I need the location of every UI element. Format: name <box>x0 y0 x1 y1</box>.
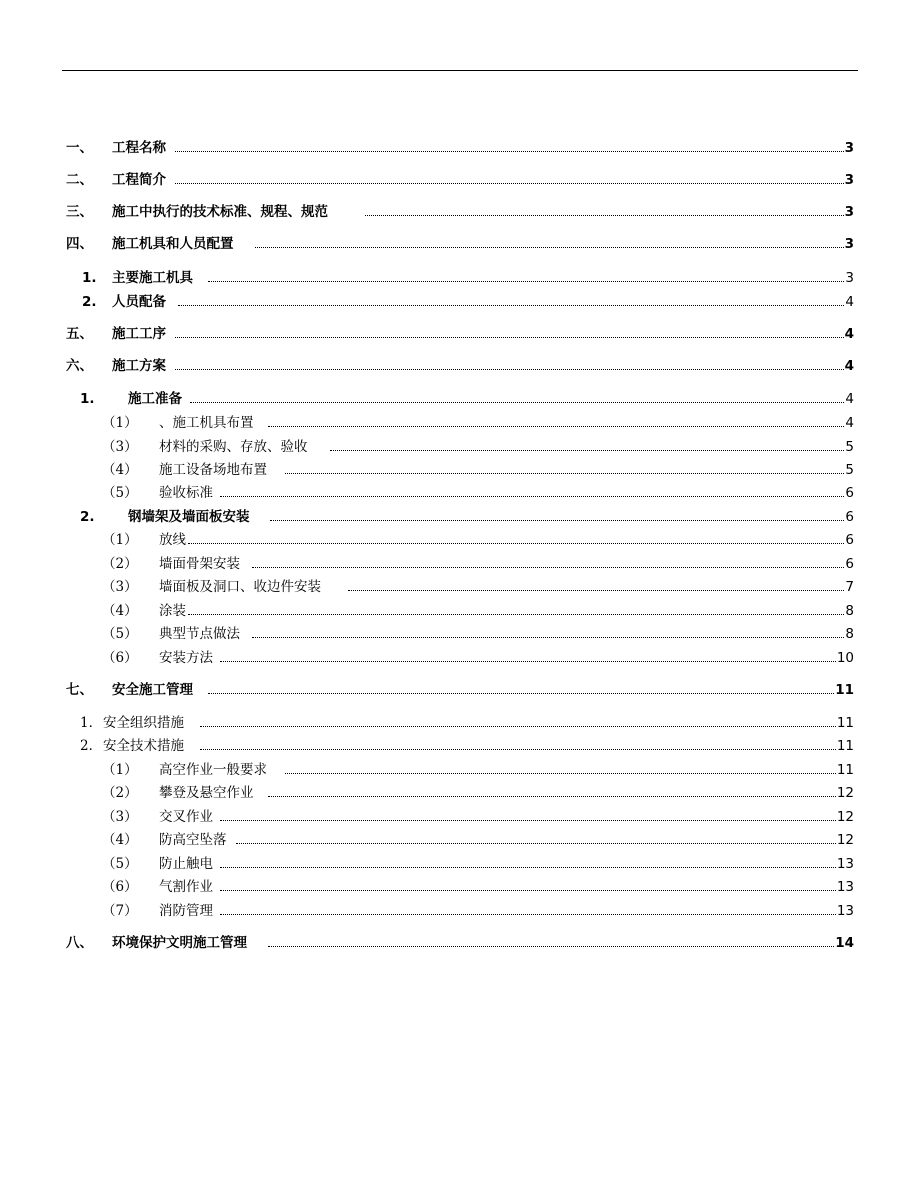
toc-title: 钢墙架及墙面板安装 <box>128 509 250 525</box>
toc-number: 2. <box>82 294 97 310</box>
toc-page-number: 12 <box>836 785 854 801</box>
leader-dots <box>208 693 852 694</box>
toc-page-number: 4 <box>844 326 854 342</box>
toc-title: 工程名称 <box>112 140 166 156</box>
leader-dots <box>175 337 852 338</box>
toc-title: 施工机具和人员配置 <box>112 236 234 252</box>
leader-dots <box>252 637 852 638</box>
toc-entry[interactable] <box>0 324 920 344</box>
toc-page-number: 3 <box>845 270 854 286</box>
toc-title: 施工方案 <box>112 358 166 374</box>
toc-page-number: 4 <box>844 358 854 374</box>
leader-dots <box>220 890 852 891</box>
toc-page-number: 6 <box>845 485 854 501</box>
toc-title: 防高空坠落 <box>159 832 227 848</box>
toc-title: 施工中执行的技术标准、规程、规范 <box>112 204 328 220</box>
toc-entry[interactable] <box>0 234 920 254</box>
toc-title: 安全组织措施 <box>103 715 184 731</box>
toc-page-number: 12 <box>836 832 854 848</box>
toc-number: 二、 <box>66 172 93 188</box>
toc-title: 工程简介 <box>112 172 166 188</box>
toc-title: 防止触电 <box>159 856 213 872</box>
leader-dots <box>268 796 852 797</box>
toc-number: （5） <box>102 626 138 642</box>
toc-title: 验收标准 <box>159 485 213 501</box>
toc-page-number: 11 <box>836 738 854 754</box>
toc-entry[interactable] <box>0 680 920 700</box>
header-rule <box>62 70 858 71</box>
toc-number: 八、 <box>66 935 93 951</box>
toc-title: 安全施工管理 <box>112 682 193 698</box>
toc-title: 墙面板及洞口、收边件安装 <box>159 579 321 595</box>
toc-entry[interactable] <box>0 877 920 897</box>
leader-dots <box>255 247 852 248</box>
toc-title: 环境保护文明施工管理 <box>112 935 247 951</box>
toc-title: 交叉作业 <box>159 809 213 825</box>
leader-dots <box>220 661 852 662</box>
toc-entry[interactable] <box>0 170 920 190</box>
toc-title: 气割作业 <box>159 879 213 895</box>
toc-page-number: 6 <box>845 556 854 572</box>
toc-page-number: 5 <box>845 462 854 478</box>
toc-entry[interactable] <box>0 483 920 503</box>
toc-entry[interactable] <box>0 554 920 574</box>
toc-title: 高空作业一般要求 <box>159 762 267 778</box>
toc-entry[interactable] <box>0 830 920 850</box>
toc-title: 消防管理 <box>159 903 213 919</box>
toc-title: 施工准备 <box>128 391 182 407</box>
toc-number: 四、 <box>66 236 93 252</box>
toc-entry[interactable] <box>0 854 920 874</box>
toc-entry[interactable] <box>0 648 920 668</box>
toc-page-number: 5 <box>845 439 854 455</box>
toc-page-number: 14 <box>835 935 854 951</box>
leader-dots <box>220 867 852 868</box>
toc-title: 攀登及悬空作业 <box>159 785 254 801</box>
toc-entry[interactable] <box>0 736 920 756</box>
leader-dots <box>188 543 852 544</box>
toc-number: （5） <box>102 856 138 872</box>
toc-number: （1） <box>102 532 138 548</box>
toc-number: （1） <box>102 762 138 778</box>
toc-number: （1） <box>102 415 138 431</box>
toc-entry[interactable] <box>0 577 920 597</box>
toc-number: （7） <box>102 903 138 919</box>
toc-page-number: 6 <box>845 532 854 548</box>
toc-page-number: 7 <box>845 579 854 595</box>
toc-entry[interactable] <box>0 601 920 621</box>
toc-number: 五、 <box>66 326 93 342</box>
toc-number: （4） <box>102 462 138 478</box>
toc-entry[interactable] <box>0 437 920 457</box>
leader-dots <box>175 369 852 370</box>
leader-dots <box>268 946 852 947</box>
leader-dots <box>236 843 852 844</box>
toc-entry[interactable] <box>0 783 920 803</box>
toc-number: （4） <box>102 832 138 848</box>
toc-page-number: 3 <box>844 204 854 220</box>
toc-number: 2． <box>80 738 103 754</box>
toc-number: 七、 <box>66 682 93 698</box>
toc-number: （6） <box>102 879 138 895</box>
leader-dots <box>190 402 852 403</box>
toc-entry[interactable] <box>0 268 920 288</box>
toc-title: 主要施工机具 <box>112 270 193 286</box>
toc-number: 1. <box>80 391 95 407</box>
toc-page-number: 8 <box>845 603 854 619</box>
toc-title: 、施工机具布置 <box>159 415 254 431</box>
toc-title: 安装方法 <box>159 650 213 666</box>
toc-page-number: 13 <box>836 856 854 872</box>
toc-number: （2） <box>102 556 138 572</box>
toc-title: 安全技术措施 <box>103 738 184 754</box>
toc-entry[interactable] <box>0 901 920 921</box>
toc-page-number: 6 <box>845 509 854 525</box>
toc-page-number: 11 <box>835 682 854 698</box>
leader-dots <box>188 614 852 615</box>
toc-entry[interactable] <box>0 460 920 480</box>
leader-dots <box>175 183 852 184</box>
toc-page-number: 12 <box>836 809 854 825</box>
toc-number: （3） <box>102 439 138 455</box>
toc-page-number: 4 <box>845 294 854 310</box>
toc-entry[interactable] <box>0 413 920 433</box>
leader-dots <box>220 914 852 915</box>
toc-entry[interactable] <box>0 356 920 376</box>
toc-title: 材料的采购、存放、验收 <box>159 439 308 455</box>
toc-page-number: 3 <box>844 236 854 252</box>
toc-number: 2. <box>80 509 95 525</box>
toc-entry[interactable] <box>0 760 920 780</box>
toc-entry[interactable] <box>0 624 920 644</box>
toc-number: （6） <box>102 650 138 666</box>
toc-number: 三、 <box>66 204 93 220</box>
toc-entry[interactable] <box>0 138 920 158</box>
toc-number: 六、 <box>66 358 93 374</box>
toc-number: （4） <box>102 603 138 619</box>
toc-title: 墙面骨架安装 <box>159 556 240 572</box>
toc-page-number: 11 <box>836 762 854 778</box>
toc-number: （2） <box>102 785 138 801</box>
leader-dots <box>200 726 852 727</box>
leader-dots <box>348 590 852 591</box>
leader-dots <box>200 749 852 750</box>
toc-entry[interactable] <box>0 507 920 527</box>
leader-dots <box>252 567 852 568</box>
leader-dots <box>178 305 852 306</box>
toc-page-number: 13 <box>836 879 854 895</box>
toc-entry[interactable] <box>0 202 920 222</box>
toc-page-number: 10 <box>836 650 854 666</box>
leader-dots <box>330 450 852 451</box>
leader-dots <box>208 281 852 282</box>
toc-title: 涂装 <box>159 603 186 619</box>
toc-title: 放线 <box>159 532 186 548</box>
toc-entry[interactable] <box>0 389 920 409</box>
toc-page-number: 13 <box>836 903 854 919</box>
leader-dots <box>365 215 852 216</box>
toc-page-number: 11 <box>836 715 854 731</box>
toc-number: （3） <box>102 809 138 825</box>
toc-title: 施工工序 <box>112 326 166 342</box>
toc-entry[interactable] <box>0 292 920 312</box>
toc-number: 1. <box>82 270 97 286</box>
leader-dots <box>220 820 852 821</box>
toc-page-number: 8 <box>845 626 854 642</box>
toc-number: 一、 <box>66 140 93 156</box>
leader-dots <box>268 426 852 427</box>
toc-title: 施工设备场地布置 <box>159 462 267 478</box>
toc-entry[interactable] <box>0 530 920 550</box>
toc-number: 1． <box>80 715 103 731</box>
toc-page-number: 4 <box>845 391 854 407</box>
toc-page-number: 4 <box>845 415 854 431</box>
toc-number: （3） <box>102 579 138 595</box>
toc-entry[interactable] <box>0 933 920 953</box>
toc-page-number: 3 <box>844 172 854 188</box>
toc-entry[interactable] <box>0 713 920 733</box>
leader-dots <box>175 151 852 152</box>
toc-entry[interactable] <box>0 807 920 827</box>
leader-dots <box>285 473 852 474</box>
toc-number: （5） <box>102 485 138 501</box>
toc-title: 典型节点做法 <box>159 626 240 642</box>
leader-dots <box>285 773 852 774</box>
leader-dots <box>270 520 852 521</box>
leader-dots <box>220 496 852 497</box>
toc-title: 人员配备 <box>112 294 166 310</box>
toc-page-number: 3 <box>844 140 854 156</box>
